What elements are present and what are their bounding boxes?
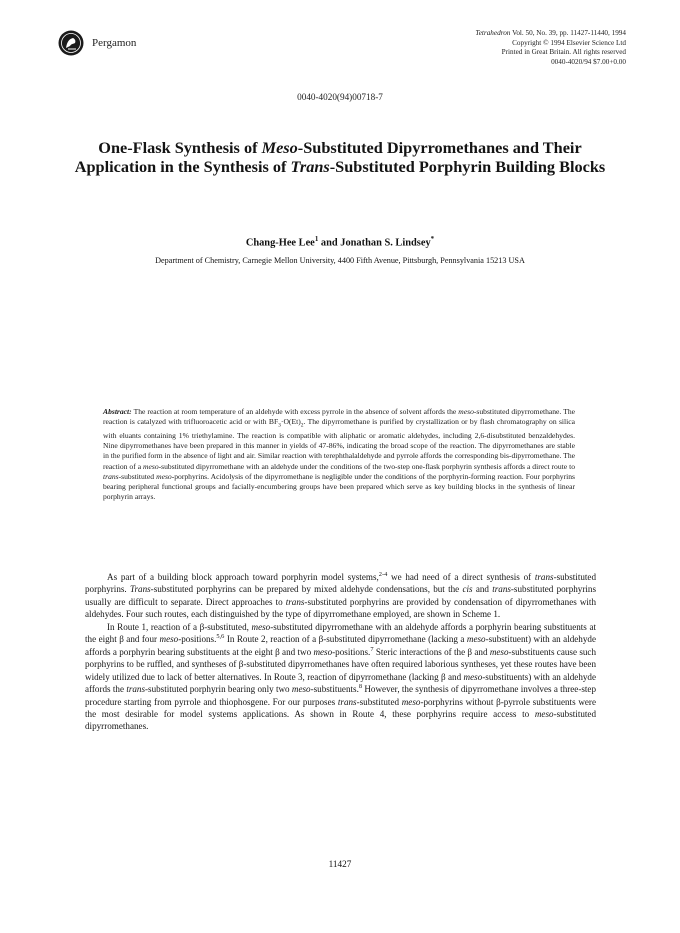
- body-italic: trans: [126, 684, 146, 695]
- copyright-line: Copyright © 1994 Elsevier Science Ltd: [512, 38, 626, 47]
- body-span: -substituted porphyrins usually are difficult to separate. Direct approaches to: [85, 584, 596, 607]
- body-italic: meso: [313, 646, 333, 657]
- abstract-italic: meso: [143, 461, 159, 471]
- title-italic: Trans: [290, 156, 330, 176]
- body-span: -substituent) with an aldehyde affords a porphyrin bearing substituents at the eight β and two: [85, 634, 596, 657]
- abstract-text: The reaction at room temperature of an aldehyde with excess pyrrole in the absence of solvent affords the: [131, 407, 459, 416]
- body-span: -positions.: [332, 646, 371, 657]
- abstract-italic: meso: [156, 471, 172, 481]
- paragraph-1: [85, 571, 596, 621]
- abstract: [103, 407, 575, 502]
- body-italic: meso: [251, 621, 271, 632]
- title-part: One-Flask Synthesis of: [98, 138, 262, 157]
- publisher-block: [58, 30, 136, 56]
- paper-title: [60, 139, 620, 176]
- journal-volume: Vol. 50, No. 39, pp. 11427-11440, 1994: [512, 29, 626, 37]
- body-span: we had need of a direct synthesis of: [387, 572, 535, 582]
- body-italic: trans: [285, 596, 305, 607]
- journal-name: Tetrahedron: [475, 29, 511, 37]
- journal-info: [475, 29, 626, 67]
- body-span: -substituted dipyrromethane with an aldehyde affords a porphyrin bearing substituents at the eight β and four: [85, 621, 597, 645]
- body-span: As part of a building block approach toward porphyrin model systems,: [107, 572, 379, 582]
- abstract-text: -substituted: [118, 471, 157, 481]
- abstract-text: . The dipyrromethane is purified by crystallization or by flash chromatography on silica with eluants containing 1% triethylamine. The reaction is compatible with aliphatic or aromatic aldehydes, including 2,6-disubstituted benzaldehydes. Nine dipyrromethanes have been prepared in this manner in yields of 47-86%, indicating the broad scope of the reaction. The dipyrromethanes are stable in the purified form in the absence of light and air. Similar reaction with terephthalaldehyde and pyrrole affords the corresponding bis-dipyrromethane. The reaction of a: [103, 417, 575, 471]
- body-span: -substituents) with an aldehyde affords the: [85, 671, 596, 695]
- author-1-marker: 1: [314, 235, 319, 243]
- body-span: -substituted dipyrromethanes.: [85, 708, 596, 732]
- title-part: -Substituted Porphyrin Building Blocks: [329, 156, 606, 176]
- body-text: [85, 571, 596, 733]
- abstract-subscript: 2: [300, 422, 304, 429]
- page-number: 11427: [328, 859, 352, 869]
- abstract-text: -porphyrins. Acidolysis of the dipyrromethane is negligible under the conditions of the porphyrin-forming reaction. Four porphyrins bearing peripheral functional groups and facially-encumbering groups have been prepared which serve as key building blocks in the synthesis of linear porphyrin arrays.: [103, 471, 575, 502]
- citation-ref: 2-4: [378, 570, 388, 578]
- citation-ref: 8: [358, 683, 363, 691]
- abstract-text: -substituted dipyrromethane. The reaction is catalyzed with trifluoroacetic acid or with BF: [103, 407, 575, 427]
- citation-ref: 7: [370, 645, 374, 653]
- printed-line: Printed in Great Britain. All rights reserved: [501, 48, 626, 57]
- abstract-italic: trans: [103, 471, 119, 481]
- body-span: -substituted porphyrins are provided by condensation of dipyrromethanes with aldehydes. Four such routes, each distinguished by the type of dipyrromethane employed, are shown in Scheme 1.: [85, 596, 597, 620]
- body-span: In Route 2, reaction of a β-substituted dipyrromethane (lacking a: [224, 634, 467, 645]
- body-italic: meso: [534, 708, 554, 719]
- abstract-subscript: 3: [278, 422, 281, 429]
- body-span: -substituents.: [310, 684, 359, 695]
- abstract-text: ·O(Et): [280, 417, 301, 427]
- body-span: -positions.: [178, 634, 217, 645]
- author-conjunction: and: [318, 237, 341, 249]
- body-span: Steric interactions of the β and: [373, 646, 490, 657]
- body-span: However, the synthesis of dipyrromethane involves a three-step procedure starting from pyrrole and thiophosgene. For our purposes: [85, 684, 597, 707]
- body-italic: meso: [489, 646, 509, 657]
- body-italic: Trans: [129, 584, 151, 595]
- title-italic: Meso: [261, 138, 298, 157]
- body-italic: cis: [462, 584, 473, 595]
- body-span: -porphyrins without β-pyrrole substituents were the most desirable for model systems applications. As shown in Route 4, these porphyrins require access to: [85, 696, 596, 719]
- body-span: In Route 1, reaction of a β-substituted,: [107, 621, 252, 632]
- title-part: -Substituted Dipyrromethanes and Their Application in the Synthesis of: [74, 138, 582, 176]
- doi-code: 0040-4020(94)00718-7: [297, 92, 383, 102]
- body-span: -substituted porphyrin bearing only two: [145, 684, 292, 695]
- body-span: -substituted porphyrins.: [85, 572, 596, 595]
- author-2-marker: *: [430, 235, 435, 243]
- body-italic: meso: [159, 634, 179, 645]
- issn-line: 0040-4020/94 $7.00+0.00: [551, 57, 626, 66]
- paragraph-2: [85, 621, 596, 733]
- body-italic: meso: [291, 684, 311, 695]
- journal-citation: [475, 29, 626, 39]
- body-span: -substituted porphyrins can be prepared by mixed aldehyde condensations, but the: [150, 584, 463, 595]
- abstract-italic: meso: [458, 407, 474, 416]
- author-line: [0, 235, 680, 248]
- author-2: Jonathan S. Lindsey: [340, 237, 431, 249]
- body-italic: trans: [534, 572, 554, 582]
- body-italic: meso: [401, 696, 421, 707]
- pergamon-logo-icon: [58, 30, 84, 56]
- body-span: -substituted: [356, 696, 402, 707]
- body-italic: trans: [337, 696, 357, 707]
- abstract-label: Abstract:: [103, 407, 132, 416]
- body-italic: trans: [492, 584, 511, 595]
- abstract-text: -substituted dipyrromethane with an aldehyde under the conditions of the two-step one-flask porphyrin synthesis affords a direct route to: [158, 461, 575, 471]
- publisher-name: Pergamon: [92, 37, 137, 49]
- citation-ref: 5,6: [216, 633, 225, 641]
- author-1: Chang-Hee Lee: [245, 237, 315, 249]
- body-span: and: [472, 584, 493, 595]
- body-italic: meso: [463, 671, 483, 682]
- affiliation: Department of Chemistry, Carnegie Mellon University, 4400 Fifth Avenue, Pittsburgh, Pennsylvania 15213 USA: [155, 256, 525, 265]
- body-italic: meso: [466, 634, 486, 645]
- body-span: -substituents cause such porphyrins to be ruffled, and syntheses of β-substituted dipyrromethanes have often required laborious syntheses, yet these routes have been widely utilized due to lack of better alternatives. In Route 3, reaction of dipyrromethane (lacking β and: [85, 646, 596, 682]
